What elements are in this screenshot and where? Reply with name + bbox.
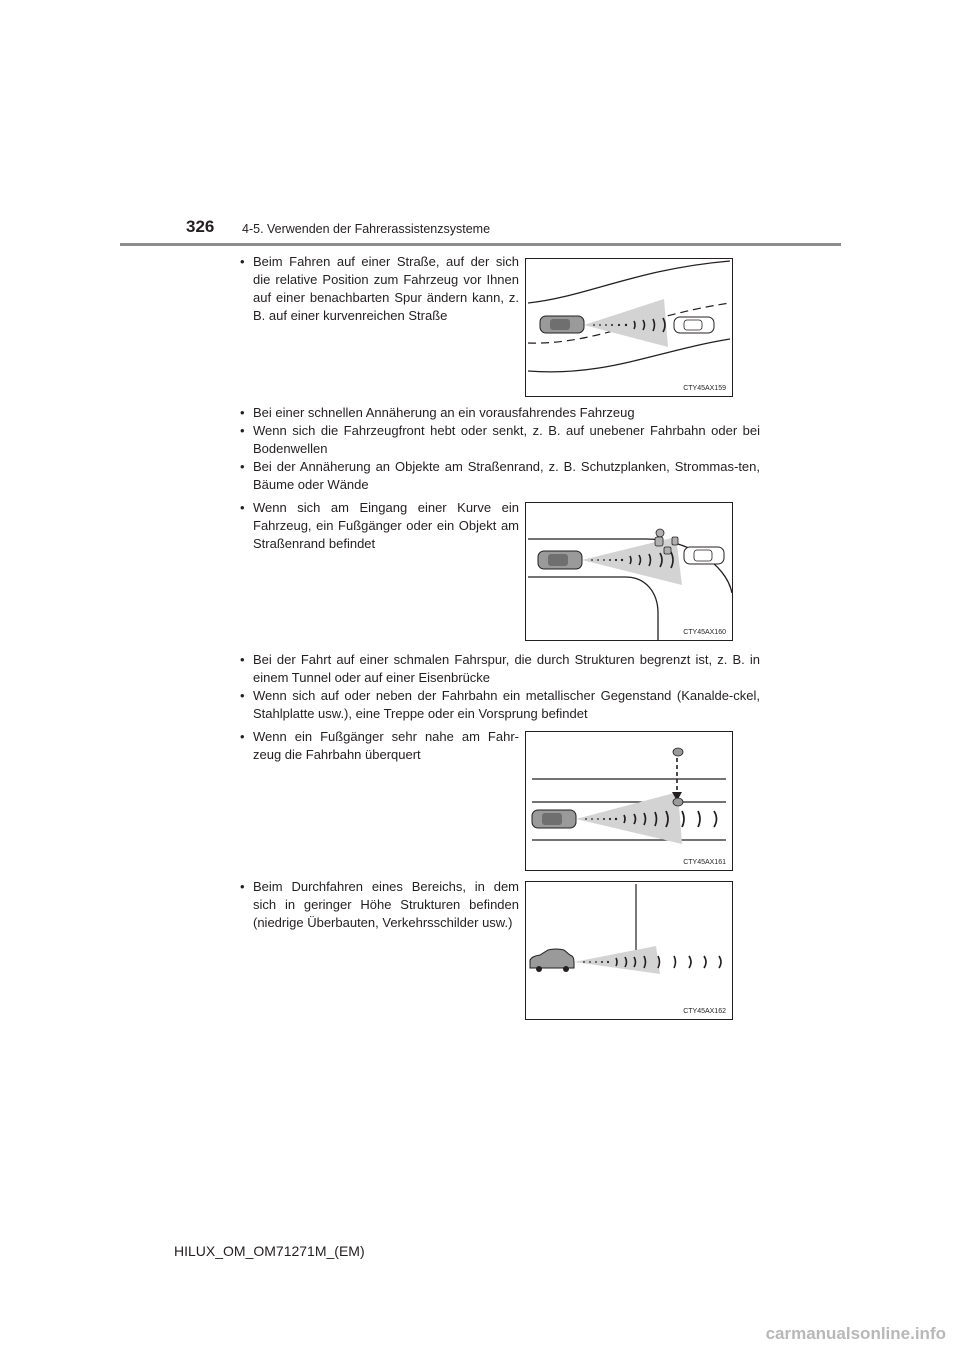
oncoming-car-icon <box>684 547 724 564</box>
preceding-car-icon <box>674 317 714 333</box>
page-number: 326 <box>186 217 215 236</box>
bullet-symbol: • <box>240 254 245 269</box>
ego-car-icon <box>538 551 582 569</box>
figure-code: CTY45AX160 <box>683 629 726 636</box>
bullet-text: Beim Durchfahren eines Bereichs, in dem sich in geringer Höhe Strukturen befinden (niedrige Überbauten, Verkehrsschilder usw.) <box>253 879 519 930</box>
bullet-symbol: • <box>240 652 245 667</box>
watermark: carmanualsonline.info <box>765 1324 946 1343</box>
bullet-text: Bei einer schnellen Annäherung an ein vorausfahrendes Fahrzeug <box>253 405 635 420</box>
bullet-text: Bei der Annäherung an Objekte am Straßenrand, z. B. Schutzplanken, Strommas-ten, Bäume oder Wände <box>253 459 760 492</box>
ego-car-side-icon <box>530 949 574 972</box>
bullet-text: Wenn sich die Fahrzeugfront hebt oder senkt, z. B. auf unebener Fahrbahn oder bei Bodenwellen <box>253 423 760 456</box>
figure-code: CTY45AX161 <box>683 859 726 866</box>
low-structure-illustration <box>526 882 732 1019</box>
list-item <box>240 878 519 932</box>
figure-low-structure <box>525 881 733 1020</box>
pedestrian-crossing-illustration <box>526 732 732 870</box>
bullet-symbol: • <box>240 688 245 703</box>
ego-car-icon <box>540 316 584 333</box>
figure-code: CTY45AX162 <box>683 1008 726 1015</box>
bullet-text: Beim Fahren auf einer Straße, auf der sich die relative Position zum Fahrzeug vor Ihnen auf einer benachbarten Spur ändern kann, z. B. auf einer kurvenreichen Straße <box>253 254 519 323</box>
bullet-symbol: • <box>240 405 245 420</box>
list-item <box>240 687 760 723</box>
bullet-symbol: • <box>240 879 245 894</box>
curve-entrance-illustration <box>526 503 732 640</box>
bullet-symbol: • <box>240 500 245 515</box>
figure-code: CTY45AX159 <box>683 385 726 392</box>
figure-winding-road <box>525 258 733 397</box>
figure-pedestrian-crossing <box>525 731 733 871</box>
bullet-text: Wenn sich auf oder neben der Fahrbahn ein metallischer Gegenstand (Kanalde-ckel, Stahlplatte usw.), eine Treppe oder ein Vorsprung befindet <box>253 688 760 721</box>
bullet-text: Wenn sich am Eingang einer Kurve ein Fahrzeug, ein Fußgänger oder ein Objekt am Straßenrand befindet <box>253 500 519 551</box>
section-title: 4-5. Verwenden der Fahrerassistenzsysteme <box>242 222 491 236</box>
list-item <box>240 728 519 764</box>
bullet-text: Bei der Fahrt auf einer schmalen Fahrspur, die durch Strukturen begrenzt ist, z. B. in einem Tunnel oder auf einer Eisenbrücke <box>253 652 760 685</box>
winding-road-illustration <box>526 259 732 396</box>
ego-car-icon <box>532 810 576 828</box>
list-item <box>240 458 760 494</box>
list-item <box>240 404 760 422</box>
list-item <box>240 253 519 325</box>
list-item <box>240 651 760 687</box>
header-rule <box>120 243 841 246</box>
bullet-symbol: • <box>240 729 245 744</box>
figure-curve-entrance <box>525 502 733 641</box>
bullet-symbol: • <box>240 459 245 474</box>
list-item <box>240 499 519 553</box>
bullet-text: Wenn ein Fußgänger sehr nahe am Fahr-zeug die Fahrbahn überquert <box>253 729 519 762</box>
bullet-symbol: • <box>240 423 245 438</box>
document-code: HILUX_OM_OM71271M_(EM) <box>174 1243 365 1259</box>
list-item <box>240 422 760 458</box>
